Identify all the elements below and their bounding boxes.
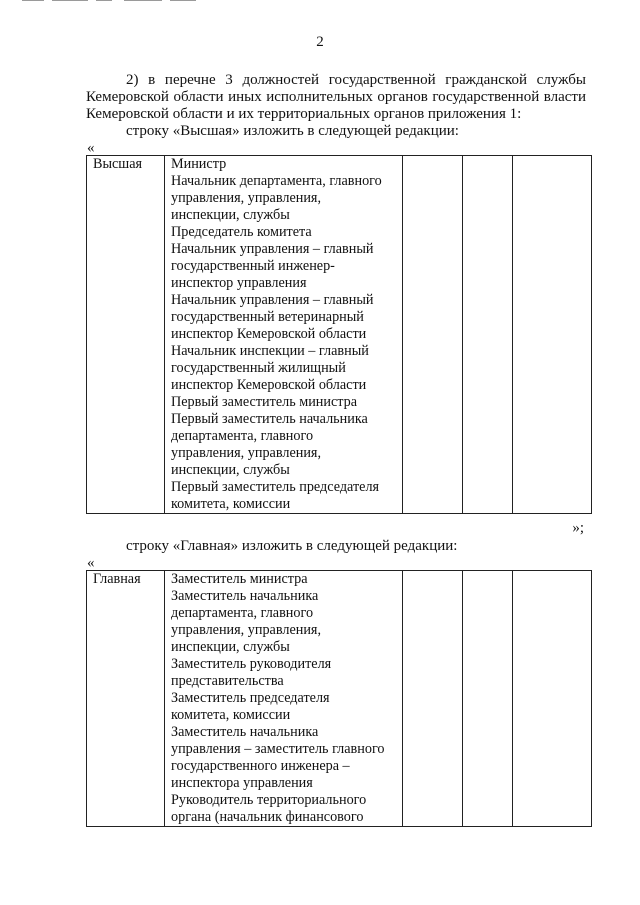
position-line: комитета, комиссии [171, 496, 291, 512]
position-line: комитета, комиссии [171, 707, 291, 723]
group-cell-main [87, 571, 165, 827]
position-line: инспектор Кемеровской области [171, 326, 367, 342]
opening-quote-high: « [87, 140, 95, 156]
position-line: инспектор Кемеровской области [171, 377, 367, 393]
position-line: Заместитель начальника [171, 724, 319, 740]
position-line: Заместитель руководителя [171, 656, 332, 672]
position-line: инспекции, службы [171, 462, 290, 478]
position-line: инспекции, службы [171, 639, 290, 655]
instruction-high: строку «Высшая» изложить в следующей редакции: [126, 123, 459, 139]
position-line: Начальник департамента, главного [171, 173, 382, 189]
position-line: инспектор управления [171, 275, 307, 291]
position-line: Первый заместитель начальника [171, 411, 368, 427]
position-line: государственного инженера – [171, 758, 350, 774]
position-line: Руководитель территориального [171, 792, 367, 808]
position-line: представительства [171, 673, 284, 689]
instruction-main: строку «Главная» изложить в следующей редакции: [126, 538, 458, 554]
closing-quote-high: »; [572, 520, 584, 536]
positions-cell-main [165, 571, 403, 827]
empty-cell [403, 571, 463, 827]
position-line: государственный инженер- [171, 258, 335, 274]
position-line: управления, управления, [171, 190, 321, 206]
empty-cell [463, 571, 513, 827]
table-row-main [87, 571, 592, 827]
position-line: Первый заместитель председателя [171, 479, 380, 495]
page-number: 2 [316, 34, 324, 50]
position-line: государственный ветеринарный [171, 309, 364, 325]
position-line: инспектора управления [171, 775, 313, 791]
position-line: управления – заместитель главного [171, 741, 385, 757]
position-line: Начальник управления – главный [171, 292, 374, 308]
position-line: инспекции, службы [171, 207, 290, 223]
intro-paragraph: 2) в перечне 3 должностей государственной гражданской службы Кемеровской области иных исполнительных органов государственной власти Кемеровской области и их территориальных органов приложения 1: [86, 72, 586, 122]
position-line: Заместитель председателя [171, 690, 330, 706]
empty-cell [513, 571, 592, 827]
position-line: органа (начальник финансового [171, 809, 364, 825]
position-line: Начальник управления – главный [171, 241, 374, 257]
position-line: управления, управления, [171, 445, 321, 461]
position-line: департамента, главного [171, 605, 314, 621]
position-line: Министр [171, 156, 227, 172]
group-label-main: Главная [93, 571, 141, 587]
position-line: Первый заместитель министра [171, 394, 358, 410]
opening-quote-main: « [87, 555, 95, 571]
position-line: управления, управления, [171, 622, 321, 638]
position-line: Заместитель начальника [171, 588, 319, 604]
group-label-high: Высшая [93, 156, 143, 172]
position-line: Председатель комитета [171, 224, 312, 240]
position-line: Начальник инспекции – главный [171, 343, 369, 359]
table-main-rank [86, 570, 592, 827]
position-line: Заместитель министра [171, 571, 308, 587]
position-line: государственный жилищный [171, 360, 346, 376]
position-line: департамента, главного [171, 428, 314, 444]
